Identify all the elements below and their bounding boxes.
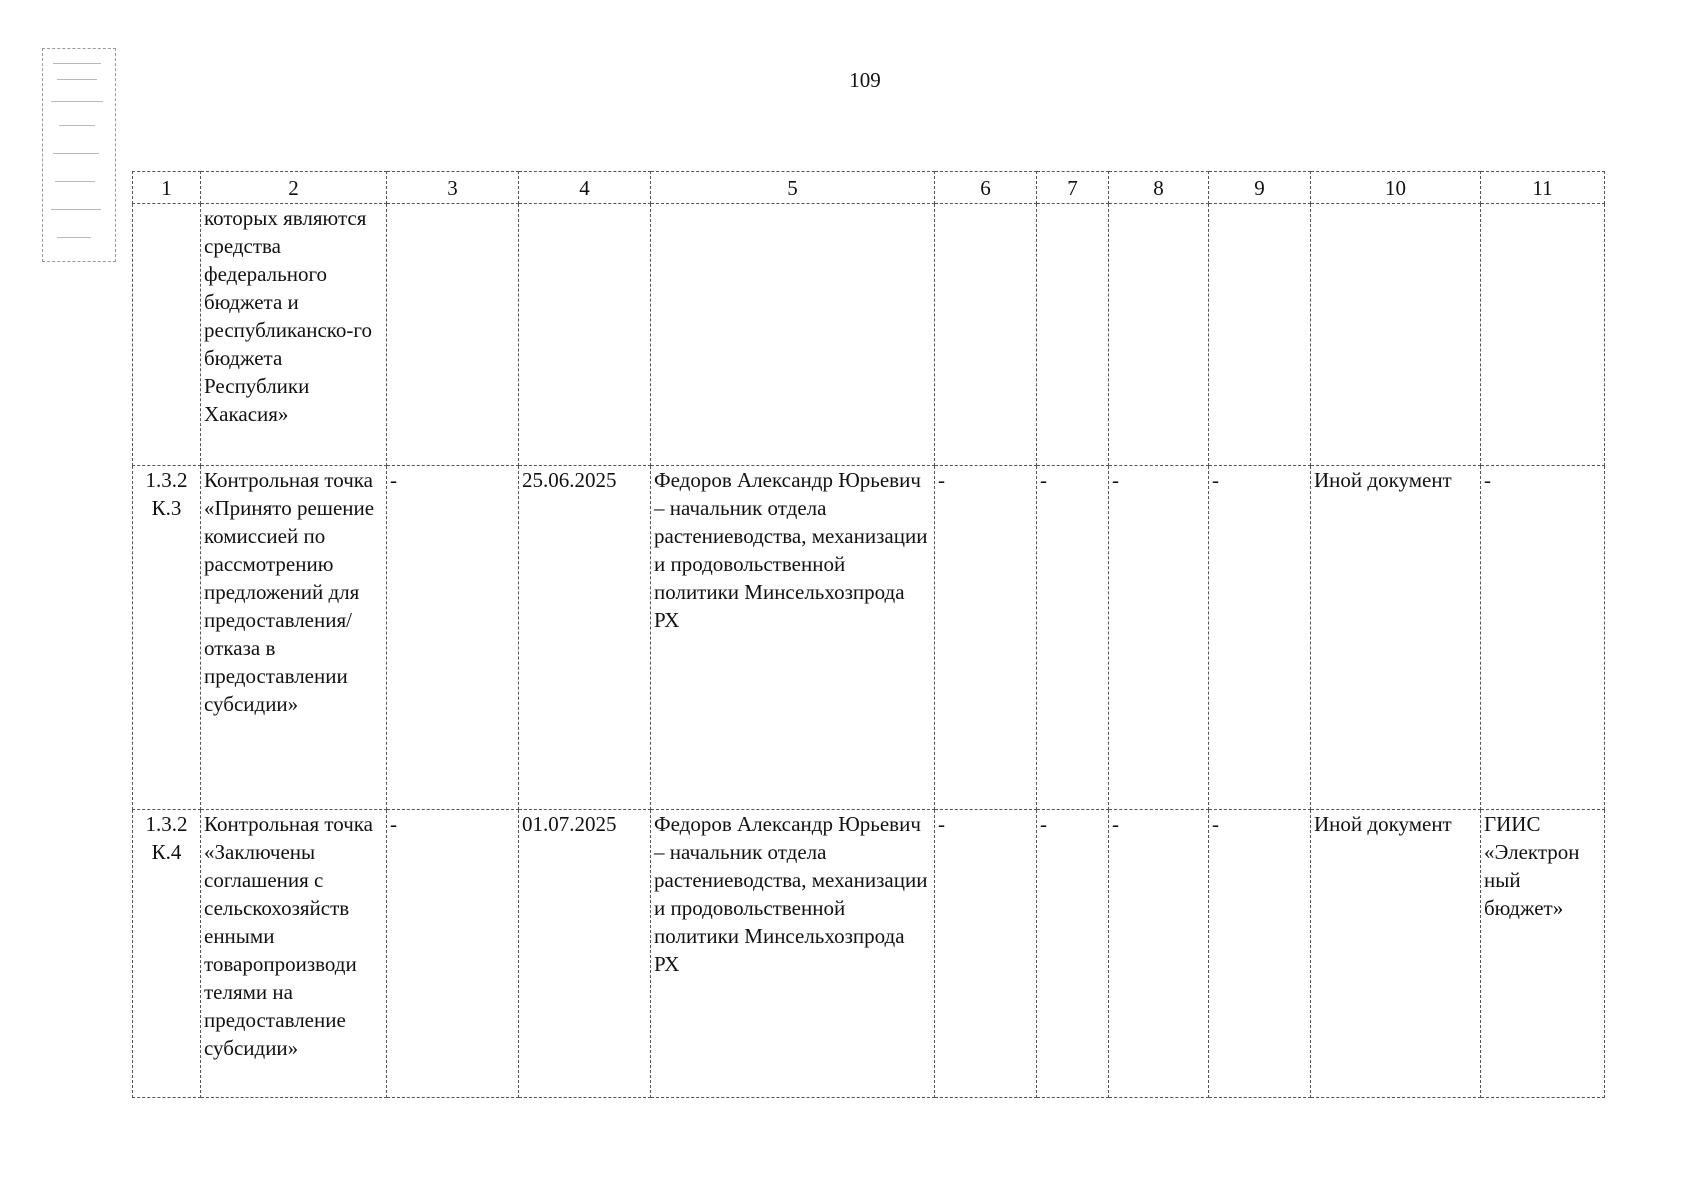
- column-header-6: 6: [935, 172, 1037, 204]
- table-cell: [387, 204, 519, 466]
- row-code-cell: 1.3.2 К.4: [133, 810, 201, 1098]
- row-code-cell: [133, 204, 201, 466]
- table-cell: -: [1209, 466, 1311, 810]
- table-cell: -: [387, 810, 519, 1098]
- column-header-7: 7: [1037, 172, 1109, 204]
- system-cell: -: [1481, 466, 1605, 810]
- date-cell: [519, 204, 651, 466]
- responsible-cell: [651, 204, 935, 466]
- system-cell: ГИИС «Электрон ный бюджет»: [1481, 810, 1605, 1098]
- description-cell: которых являются средства федерального бюджета и республиканско-го бюджета Республики Хакасия»: [201, 204, 387, 466]
- table-cell: [1037, 204, 1109, 466]
- description-cell: Контрольная точка «Принято решение комиссией по рассмотрению предложений для предоставления/ отказа в предоставлении субсидии»: [201, 466, 387, 810]
- table-cell: -: [935, 810, 1037, 1098]
- column-header-9: 9: [1209, 172, 1311, 204]
- table-cell: -: [387, 466, 519, 810]
- document-type-cell: [1311, 204, 1481, 466]
- column-header-11: 11: [1481, 172, 1605, 204]
- table-row: [133, 204, 1605, 466]
- table-cell: -: [1109, 810, 1209, 1098]
- date-cell: 25.06.2025: [519, 466, 651, 810]
- table-cell: -: [935, 466, 1037, 810]
- table-cell: -: [1109, 466, 1209, 810]
- table-row: [133, 810, 1605, 1098]
- table-cell: [1209, 204, 1311, 466]
- page-number: 109: [849, 68, 881, 92]
- table-cell: [1109, 204, 1209, 466]
- column-header-4: 4: [519, 172, 651, 204]
- responsible-cell: Федоров Александр Юрьевич – начальник отдела растениеводства, механизации и продовольственной политики Минсельхозпрода РХ: [651, 810, 935, 1098]
- responsible-cell: Федоров Александр Юрьевич – начальник отдела растениеводства, механизации и продовольственной политики Минсельхозпрода РХ: [651, 466, 935, 810]
- column-header-5: 5: [651, 172, 935, 204]
- column-header-1: 1: [133, 172, 201, 204]
- table-cell: -: [1037, 810, 1109, 1098]
- header-row: [133, 172, 1605, 204]
- document-type-cell: Иной документ: [1311, 810, 1481, 1098]
- table-cell: [935, 204, 1037, 466]
- table-cell: -: [1209, 810, 1311, 1098]
- system-cell: [1481, 204, 1605, 466]
- table-cell: -: [1037, 466, 1109, 810]
- row-code-cell: 1.3.2 К.3: [133, 466, 201, 810]
- document-type-cell: Иной документ: [1311, 466, 1481, 810]
- column-header-3: 3: [387, 172, 519, 204]
- column-header-8: 8: [1109, 172, 1209, 204]
- table-row: [133, 466, 1605, 810]
- schedule-table: [132, 171, 1605, 1098]
- description-cell: Контрольная точка «Заключены соглашения с сельскохозяйств енными товаропроизводи телями на предоставление субсидии»: [201, 810, 387, 1098]
- column-header-2: 2: [201, 172, 387, 204]
- column-header-10: 10: [1311, 172, 1481, 204]
- date-cell: 01.07.2025: [519, 810, 651, 1098]
